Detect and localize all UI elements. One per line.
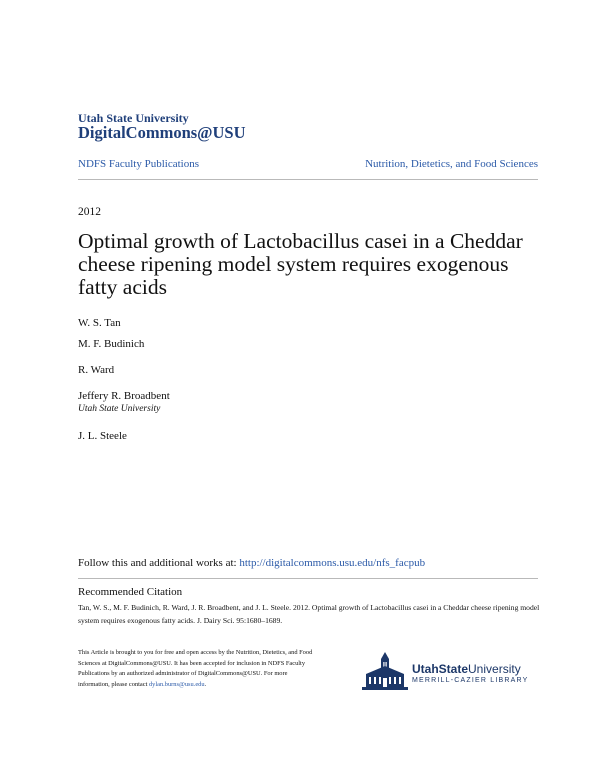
logo-wordmark: UtahStateUniversity [412, 662, 521, 676]
follow-divider [78, 578, 538, 579]
author-affiliation: Utah State University [78, 404, 161, 414]
notice-text: This Article is brought to you for free and open access by the Nutrition, Dietetics, and Food Sciences at DigitalCommons@USU. It has been accepted for inclusion in NDFS Faculty Publications by an authorized administrator of DigitalCommons@USU. For more information, please contact [78, 649, 313, 688]
collection-url-link[interactable]: http://digitalcommons.usu.edu/nfs_facpub [239, 557, 426, 569]
publication-year: 2012 [78, 206, 101, 218]
department-link[interactable]: Nutrition, Dietetics, and Food Sciences [365, 158, 538, 170]
repository-name[interactable]: DigitalCommons@USU [78, 123, 246, 142]
author-name: M. F. Budinich [78, 338, 145, 350]
collection-link[interactable]: NDFS Faculty Publications [78, 158, 200, 170]
citation-heading: Recommended Citation [78, 586, 183, 598]
author-name: W. S. Tan [78, 317, 121, 329]
access-notice [78, 648, 318, 690]
author-name: Jeffery R. Broadbent [78, 390, 170, 402]
old-main-tower-icon [360, 650, 410, 692]
author-name: R. Ward [78, 364, 115, 376]
article-title: Optimal growth of Lactobacillus casei in a Cheddar cheese ripening model system requires exogenous fatty acids [78, 229, 523, 299]
author-name: J. L. Steele [78, 430, 127, 442]
logo-subtitle: MERRILL-CAZIER LIBRARY [412, 677, 529, 684]
contact-email-link[interactable]: dylan.burns@usu.edu [148, 680, 205, 688]
notice-end: . [204, 680, 207, 688]
follow-text: Follow this and additional works at: [78, 557, 240, 569]
header-divider [78, 179, 538, 180]
follow-line [78, 557, 425, 569]
institution-name: Utah State University [78, 111, 189, 125]
citation-text: Tan, W. S., M. F. Budinich, R. Ward, J. R. Broadbent, and J. L. Steele. 2012. Optimal growth of Lactobacillus casei in a Cheddar cheese ripening model system requires exogenous fatty acids. J. Dairy Sci. 95:1680–1689. [78, 603, 540, 625]
library-logo [360, 650, 540, 692]
